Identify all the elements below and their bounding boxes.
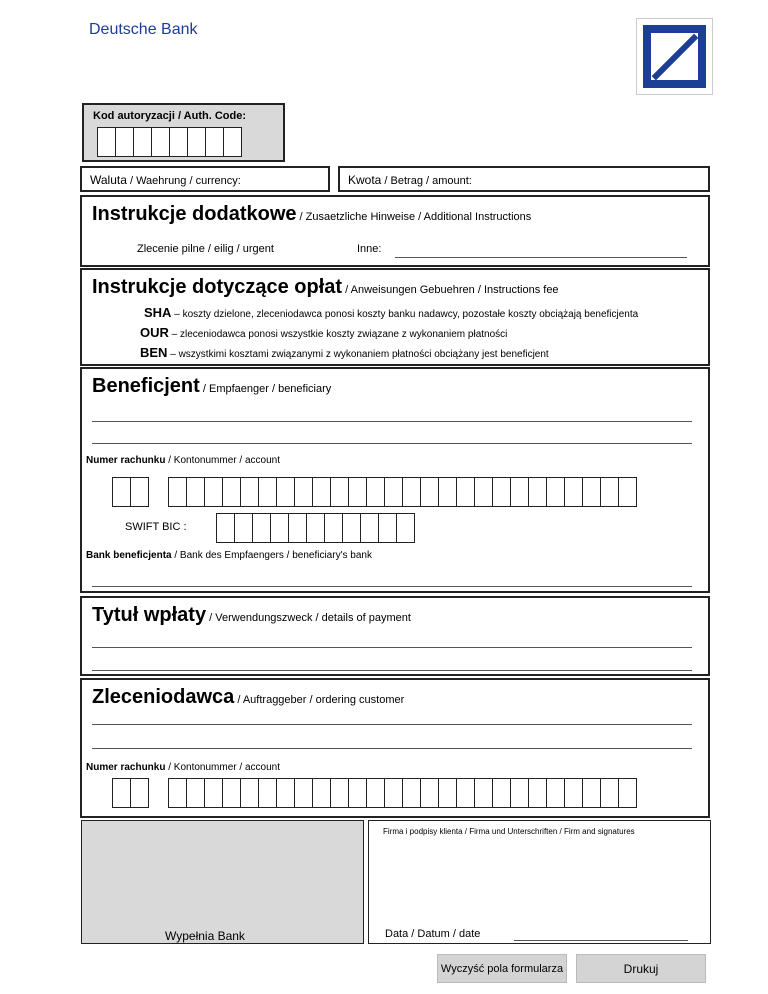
ordering-customer-section	[80, 678, 710, 818]
date-label: Data / Datum / date	[385, 928, 481, 940]
brand-name: Deutsche Bank	[89, 21, 198, 38]
ordering-account-number[interactable]	[169, 778, 637, 808]
payment-line-1[interactable]	[92, 647, 692, 648]
ordering-account-label: Numer rachunku / Kontonummer / account	[86, 762, 280, 773]
swift-input[interactable]	[217, 513, 415, 543]
beneficiary-line-1[interactable]	[92, 421, 692, 422]
ordering-line-1[interactable]	[92, 724, 692, 725]
ordering-account-prefix[interactable]	[113, 778, 149, 808]
ordering-customer-sub: / Auftraggeber / ordering customer	[234, 694, 405, 706]
beneficiary-sub: / Empfaenger / beneficiary	[199, 383, 332, 395]
beneficiary-section	[80, 367, 710, 593]
auth-code-label: Kod autoryzacji / Auth. Code:	[93, 110, 246, 122]
bank-use-box	[81, 820, 364, 944]
beneficiary-line-2[interactable]	[92, 443, 692, 444]
other-label: Inne:	[357, 243, 382, 255]
beneficiary-account-label: Numer rachunku / Kontonummer / account	[86, 455, 280, 466]
print-button[interactable]: Drukuj	[576, 954, 706, 983]
currency-label: Waluta	[90, 173, 127, 187]
swift-label: SWIFT BIC :	[125, 521, 187, 533]
bank-use-label: Wypełnia Bank	[165, 929, 245, 943]
fee-instructions-sub: / Anweisungen Gebuehren / Instructions fee	[342, 284, 559, 296]
additional-instructions-title: Instrukcje dodatkowe	[92, 203, 297, 225]
fee-option-ben[interactable]: BEN – wszystkimi kosztami związanymi z wykonaniem płatności obciążany jest beneficjent	[140, 345, 549, 360]
fee-instructions-title: Instrukcje dotyczące opłat	[92, 276, 343, 298]
fee-option-our[interactable]: OUR – zleceniodawca ponosi wszystkie koszty związane z wykonaniem płatności	[140, 325, 508, 340]
amount-sublabel: / Betrag / amount:	[381, 175, 472, 187]
amount-label: Kwota	[348, 173, 382, 187]
auth-code-box	[82, 103, 285, 162]
fee-instructions-section	[80, 268, 710, 366]
additional-instructions-section	[80, 195, 710, 267]
beneficiary-account-number[interactable]	[169, 477, 637, 507]
signature-label: Firma i podpisy klienta / Firma und Unterschriften / Firm and signatures	[383, 827, 635, 836]
ordering-customer-title: Zleceniodawca	[92, 686, 235, 708]
beneficiary-account-prefix[interactable]	[113, 477, 149, 507]
currency-sublabel: / Waehrung / currency:	[126, 175, 241, 187]
payment-line-2[interactable]	[92, 670, 692, 671]
beneficiary-bank-input[interactable]	[92, 586, 692, 587]
amount-field[interactable]	[338, 166, 710, 192]
urgent-label[interactable]: Zlecenie pilne / eilig / urgent	[137, 243, 274, 255]
beneficiary-bank-label: Bank beneficjenta / Bank des Empfaengers / beneficiary's bank	[86, 550, 372, 561]
additional-instructions-sub: / Zusaetzliche Hinweise / Additional Instructions	[296, 211, 532, 223]
fee-option-sha[interactable]: SHA – koszty dzielone, zleceniodawca ponosi koszty banku nadawcy, pozostałe koszty obciążają beneficjenta	[144, 305, 639, 320]
ordering-line-2[interactable]	[92, 748, 692, 749]
other-input[interactable]	[395, 257, 687, 258]
payment-title: Tytuł wpłaty	[92, 604, 207, 626]
currency-field[interactable]	[80, 166, 330, 192]
payment-details-section	[80, 596, 710, 676]
signature-box[interactable]	[368, 820, 711, 944]
payment-sub: / Verwendungszweck / details of payment	[206, 612, 411, 624]
beneficiary-title: Beneficjent	[92, 375, 200, 397]
date-input[interactable]	[514, 940, 688, 941]
auth-code-input[interactable]	[98, 127, 242, 157]
clear-form-button[interactable]: Wyczyść pola formularza	[437, 954, 567, 983]
deutsche-bank-logo-icon	[636, 18, 713, 95]
